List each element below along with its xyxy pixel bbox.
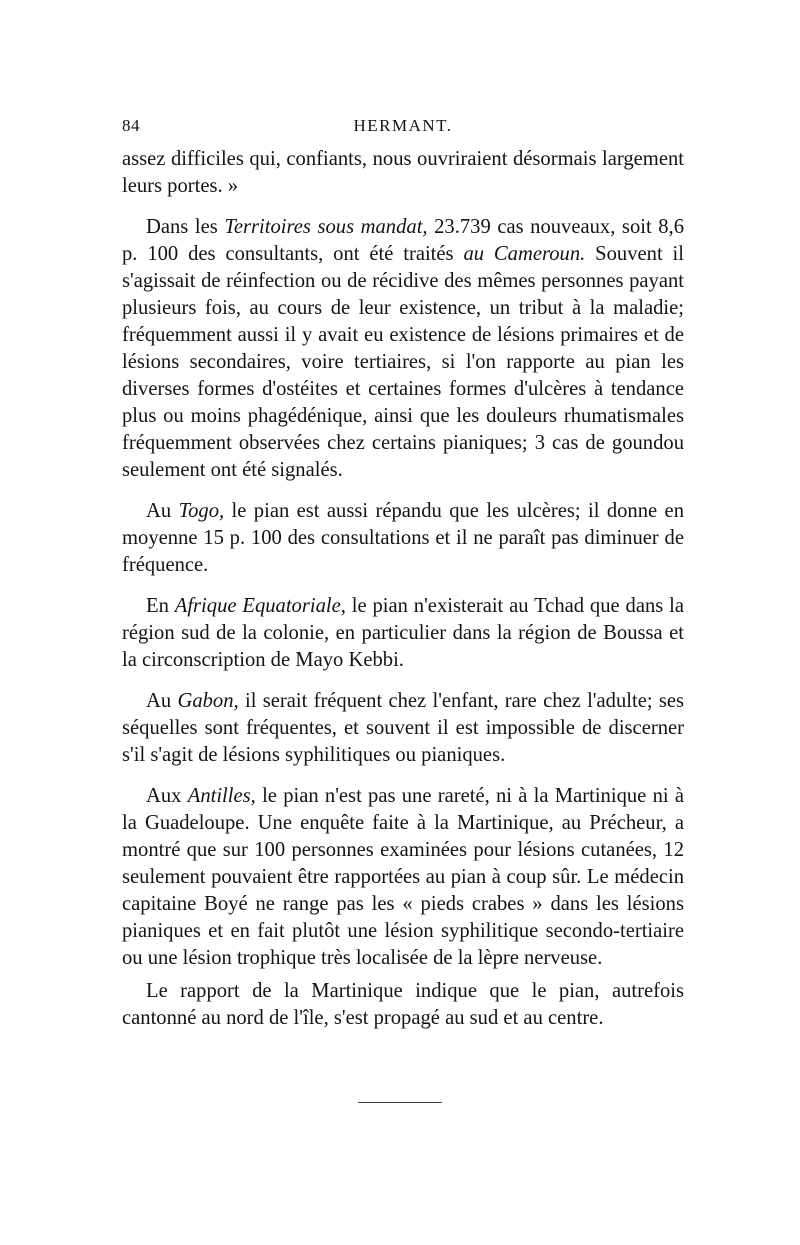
paragraph-continuation [122, 146, 684, 200]
paragraph-lead: Au [146, 690, 178, 712]
place-name: Territoires sous mandat, [224, 216, 428, 238]
paragraph-lead: En [146, 595, 175, 617]
end-rule [358, 1102, 442, 1103]
place-name: Gabon, [177, 690, 239, 712]
paragraph-text: Le rapport de la Martinique indique que le pian, autrefois cantonné au nord de l'île, s'est propagé au sud et au centre. [122, 980, 684, 1029]
paragraph-text: il serait fréquent chez l'enfant, rare chez l'adulte; ses séquelles sont fréquentes, et souvent il est impossible de discerner s'il s'agit de lésions syphilitiques ou pianiques. [122, 690, 685, 766]
paragraph-text: assez difficiles qui, confiants, nous ouvriraient désormais largement leurs portes. » [122, 148, 684, 197]
paragraph-lead: Dans les [146, 216, 225, 238]
book-page [122, 116, 684, 1046]
place-name: Togo, [178, 500, 225, 522]
paragraph-text: 23.739 cas nouveaux, soit 8,6 p. 100 des consultants, ont été traités [122, 216, 684, 265]
paragraph-text: Souvent il s'agissait de réinfection ou de récidive des mêmes personnes payant plusieurs fois, au cours de leur existence, un tribut à la maladie; fréquemment aussi il y avait eu existence de lésions primaires et de lésions secondaires, voire tertiaires, si l'on rapporte au pian les diverses formes d'ostéites et certaines formes d'ulcères à tendance plus ou moins phagédénique, ainsi que les douleurs rhumatismales fréquemment observées chez certains pianiques; 3 cas de goundou seulement ont été signalés. [122, 243, 685, 481]
paragraph-antilles [122, 783, 684, 972]
place-name: au Cameroun. [463, 243, 586, 265]
paragraph-gabon [122, 688, 684, 769]
place-name: Afrique Equatoriale, [174, 595, 346, 617]
paragraph-afrique-equatoriale [122, 593, 684, 674]
page-number: 84 [122, 116, 140, 135]
running-title: HERMANT. [353, 116, 453, 135]
body-text [122, 146, 684, 1032]
paragraph-lead: Aux [146, 785, 188, 807]
paragraph-togo [122, 498, 684, 579]
running-head [122, 116, 684, 146]
place-name: Antilles, [187, 785, 256, 807]
paragraph-text: le pian n'existerait au Tchad que dans la région sud de la colonie, en particulier dans la région de Boussa et la circonscription de Mayo Kebbi. [122, 595, 684, 671]
paragraph-territoires-sous-mandat [122, 214, 684, 484]
paragraph-lead: Au [146, 500, 179, 522]
paragraph-text: le pian est aussi répandu que les ulcères; il donne en moyenne 15 p. 100 des consultations et il ne paraît pas diminuer de fréquence. [122, 500, 684, 576]
paragraph-martinique-report [122, 978, 684, 1032]
paragraph-text: le pian n'est pas une rareté, ni à la Martinique ni à la Guadeloupe. Une enquête faite à la Martinique, au Précheur, a montré que sur 100 personnes examinées pour lésions cutanées, 12 seulement pouvaient être rapportées au pian à coup sûr. Le médecin capitaine Boyé ne range pas les « pieds crabes » dans les lésions pianiques et en fait plutôt une lésion syphilitique secondo-tertiaire ou une lésion trophique très localisée de la lèpre nerveuse. [122, 785, 684, 969]
